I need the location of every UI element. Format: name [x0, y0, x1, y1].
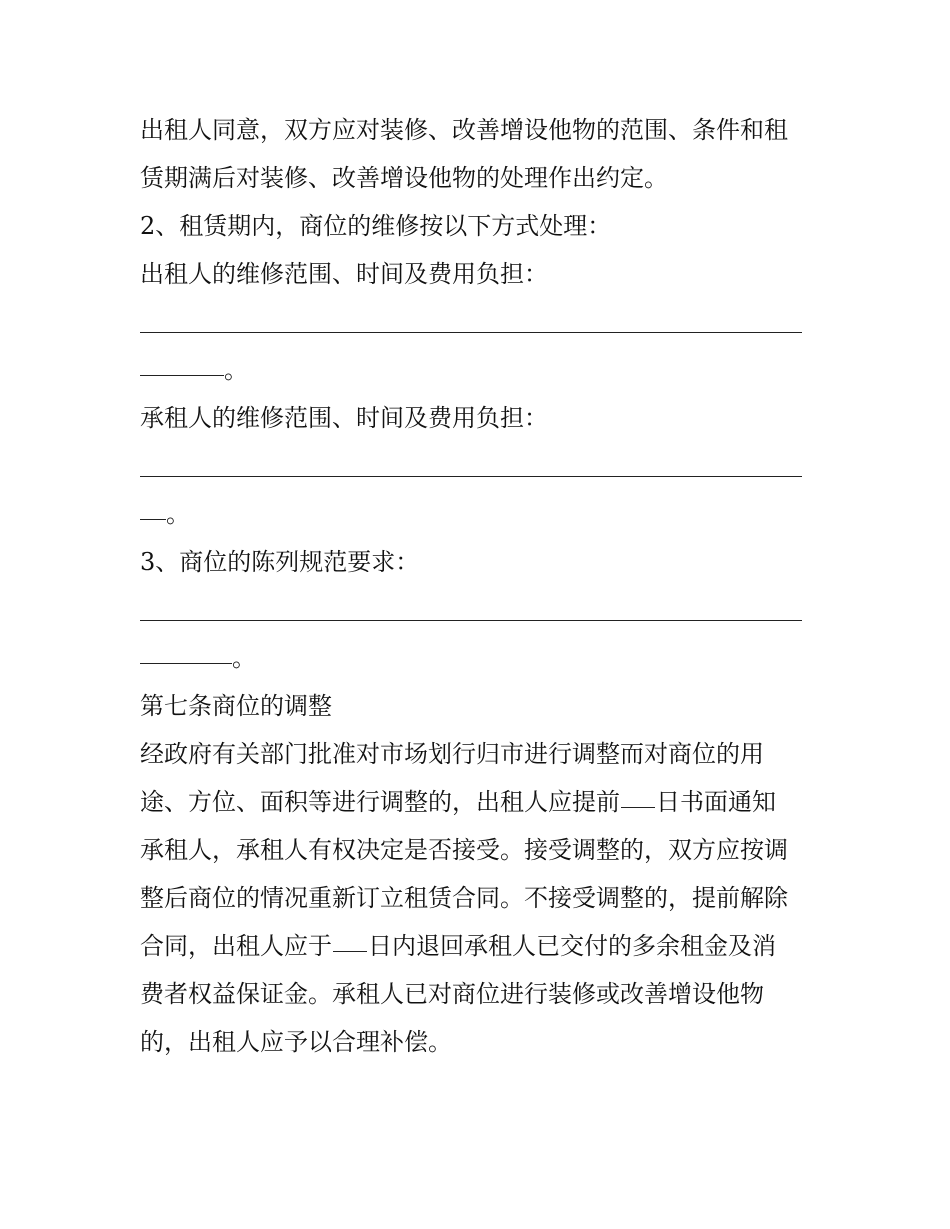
display-spec-blank-line	[140, 586, 830, 634]
paragraph-line: 赁期满后对装修、改善增设他物的处理作出约定。	[140, 164, 668, 192]
document-body	[140, 106, 830, 1066]
article-7-title: 第七条商位的调整	[140, 692, 332, 720]
paragraph-text: 日书面通知	[656, 788, 776, 816]
period-mark: 。	[224, 356, 248, 384]
period-mark: 。	[232, 644, 256, 672]
paragraph-line: 整后商位的情况重新订立租赁合同。不接受调整的，提前解除	[140, 884, 788, 912]
lessor-repair-blank-line	[140, 298, 830, 346]
lessee-repair-label: 承租人的维修范围、时间及费用负担：	[140, 404, 548, 432]
lessor-repair-blank-end	[140, 346, 830, 394]
days-refund-blank	[333, 951, 367, 952]
clause-2-heading: 2、租赁期内，商位的维修按以下方式处理：	[140, 212, 612, 240]
lessee-repair-blank-end	[140, 490, 830, 538]
paragraph-line: 经政府有关部门批准对市场划行归市进行调整而对商位的用	[140, 740, 764, 768]
paragraph-text: 途、方位、面积等进行调整的，出租人应提前	[140, 788, 620, 816]
paragraph-line: 出租人同意，双方应对装修、改善增设他物的范围、条件和租	[140, 116, 788, 144]
lessor-repair-label: 出租人的维修范围、时间及费用负担：	[140, 260, 548, 288]
display-spec-blank-end	[140, 634, 830, 682]
paragraph-line	[140, 922, 830, 970]
paragraph-line: 费者权益保证金。承租人已对商位进行装修或改善增设他物	[140, 980, 764, 1008]
lessee-repair-blank-line	[140, 442, 830, 490]
paragraph-text: 合同，出租人应于	[140, 932, 332, 960]
days-notice-blank	[621, 807, 655, 808]
paragraph-text: 日内退回承租人已交付的多余租金及消	[368, 932, 776, 960]
paragraph-line: 的，出租人应予以合理补偿。	[140, 1028, 452, 1056]
paragraph-line	[140, 778, 830, 826]
paragraph-line: 承租人，承租人有权决定是否接受。接受调整的，双方应按调	[140, 836, 788, 864]
clause-3-heading: 3、商位的陈列规范要求：	[140, 548, 420, 576]
period-mark: 。	[166, 500, 190, 528]
